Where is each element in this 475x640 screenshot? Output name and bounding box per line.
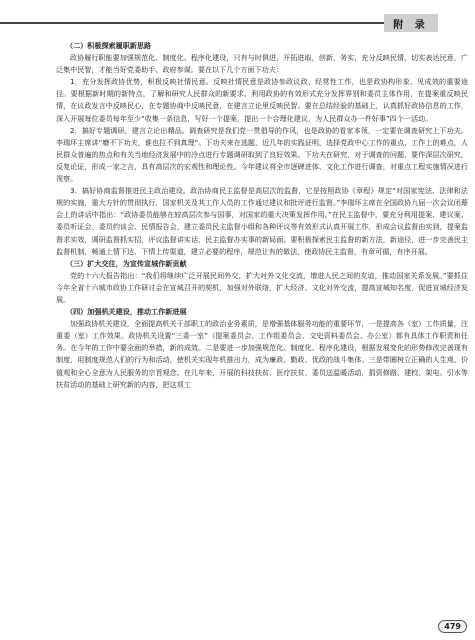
- section-heading: （三）扩大交往，为宣传宣城作新贡献: [66, 258, 187, 268]
- page-body: [56, 40, 468, 391]
- paragraph: 政协履行职能要加强规范化、制度化、程序化建设，只有与时俱进，开拓进取，创新，务实，充分反映民情，切实表达民意，广泛集中民智，才能当好党委助手、政府参谋。要在以下几个方面下功夫：: [56, 53, 468, 75]
- header-rule: [0, 22, 384, 24]
- paragraph: 3．搞好协商监督推进民主政治建设。政治协商民主监督是高层次的监督，它是按照政协《章程》规定“对国家宪法、法律和法规的实施，重大方针的贯彻执行，国家机关及其工作人员的工作通过建议和批评进行监督。”李瑞环主席在全国政协九届一次会议闭幕会上的讲话中指出：“政协委员能够在较高层次参与国事，对国家的重大决策发挥作用。”在民主监督中，要充分利用提案、建议案、委员听证会、委员约谈会、民情报告会，建立委员民主监督小组和各种评议等有效形式认真开展工作，形成会议监督由实到，提案监督求实效，调研监督抓实招，评议监督讲实话，民主监督办实事的新局面。要积极探索民主监督的新方法，新途径，进一步完善民主监督机制，畅通上情下达、下情上传渠道，建立必要的程序，规范让有的做法，使政协民主监督，有章可循，有序开展。: [56, 186, 468, 256]
- paragraph: 党的十六大报告指出：“我们将继续广泛开展民间外交，扩大对外文化交流，增进人民之间的友谊，推动国家关系发展。”要抓住今年全省十六城市政协工作研讨会在宣城召开的契机，加强对外联络，扩大经济、文化对外交流，提高宣城知名度，促进宣城经济发展。: [56, 270, 468, 304]
- paragraph: 1．充分发挥政协优势，积极反映社情民意。反映社情民意是政协参政议政、经常性工作，也是政协构形象、见成效的重要途径。要根据新时期的新特点，了解和研究人民群众的新要求，利用政协的有效形式充分发挥界别和委员主体作用，在提案重反映民情，在议政发言中反映民心，在专题协商中反映民意，在建言立论里反映民智。要在总结经验的基础上，认真抓好政协信息的工作，深入开展每位委员每年至少“收集一条信息，写好一个提案，提出一个合理化建议，为人民群众办一件好事”四个一活动。: [56, 77, 468, 123]
- page-number: 479: [438, 620, 467, 633]
- paragraph: 2．搞好专题调研，建言立论出精品。调查研究是我们党一贯倡导的作风，也是政协的看家本领，一定要在调查研究上下功夫。李瑞环主席讲“磨不下功夫，谁也拉不到真理”。下功夫来在选题，近几年的实践证明，选择党政中心工作的重点、工作上的难点，人民群众普遍的热点和有关当地经济发展中的冷点进行专题调研取到了良好效果。下功夫在研究，对于调查的问题，要作深层次研究，反复论证，形成一家之言，具有高层次的宏观性和理论性。今年建议将全市逐碑进体、文化工作进行调查，对重点工程实施情况进行视察。: [56, 125, 468, 184]
- header-label: 附 录: [393, 19, 429, 31]
- paragraph: 加强政协机关建设，全面提高机关干部职工的政治业务素质，是增强基体服务功能的重要环节，一是提高各（室）工作质量，注重委（室）工作效果。政协机关设置“三委一室”（提案委员会、工作组委员会、文史资料委员会、办公室）都有具体工作职责和任务。在今年的工作中要全面的举措，新的成效。二是要进一步加强规范化、制度化、程序化建设，根据发展变化的形势修改完善现有制度，用制度规范人们的行为和活动，使机关实现年机推出力，成为廉政、勤政、优政的战斗集体。三是带圈树立正确的人生观、价值观和全心全意为人民服务的宗旨观念。在几年来，开展的科技扶贫、医疗扶贫、委员送温暖活动，捐资修路、建校、架电、引水等扶贫活动的基础上研究新的内容，把这项工: [56, 319, 468, 389]
- header-label-block: [384, 14, 438, 32]
- running-header: [0, 14, 438, 32]
- section-heading: （四）加强机关建设，推动工作新进展: [66, 307, 187, 317]
- section-heading: （二）积极探索履职新思路: [66, 41, 152, 50]
